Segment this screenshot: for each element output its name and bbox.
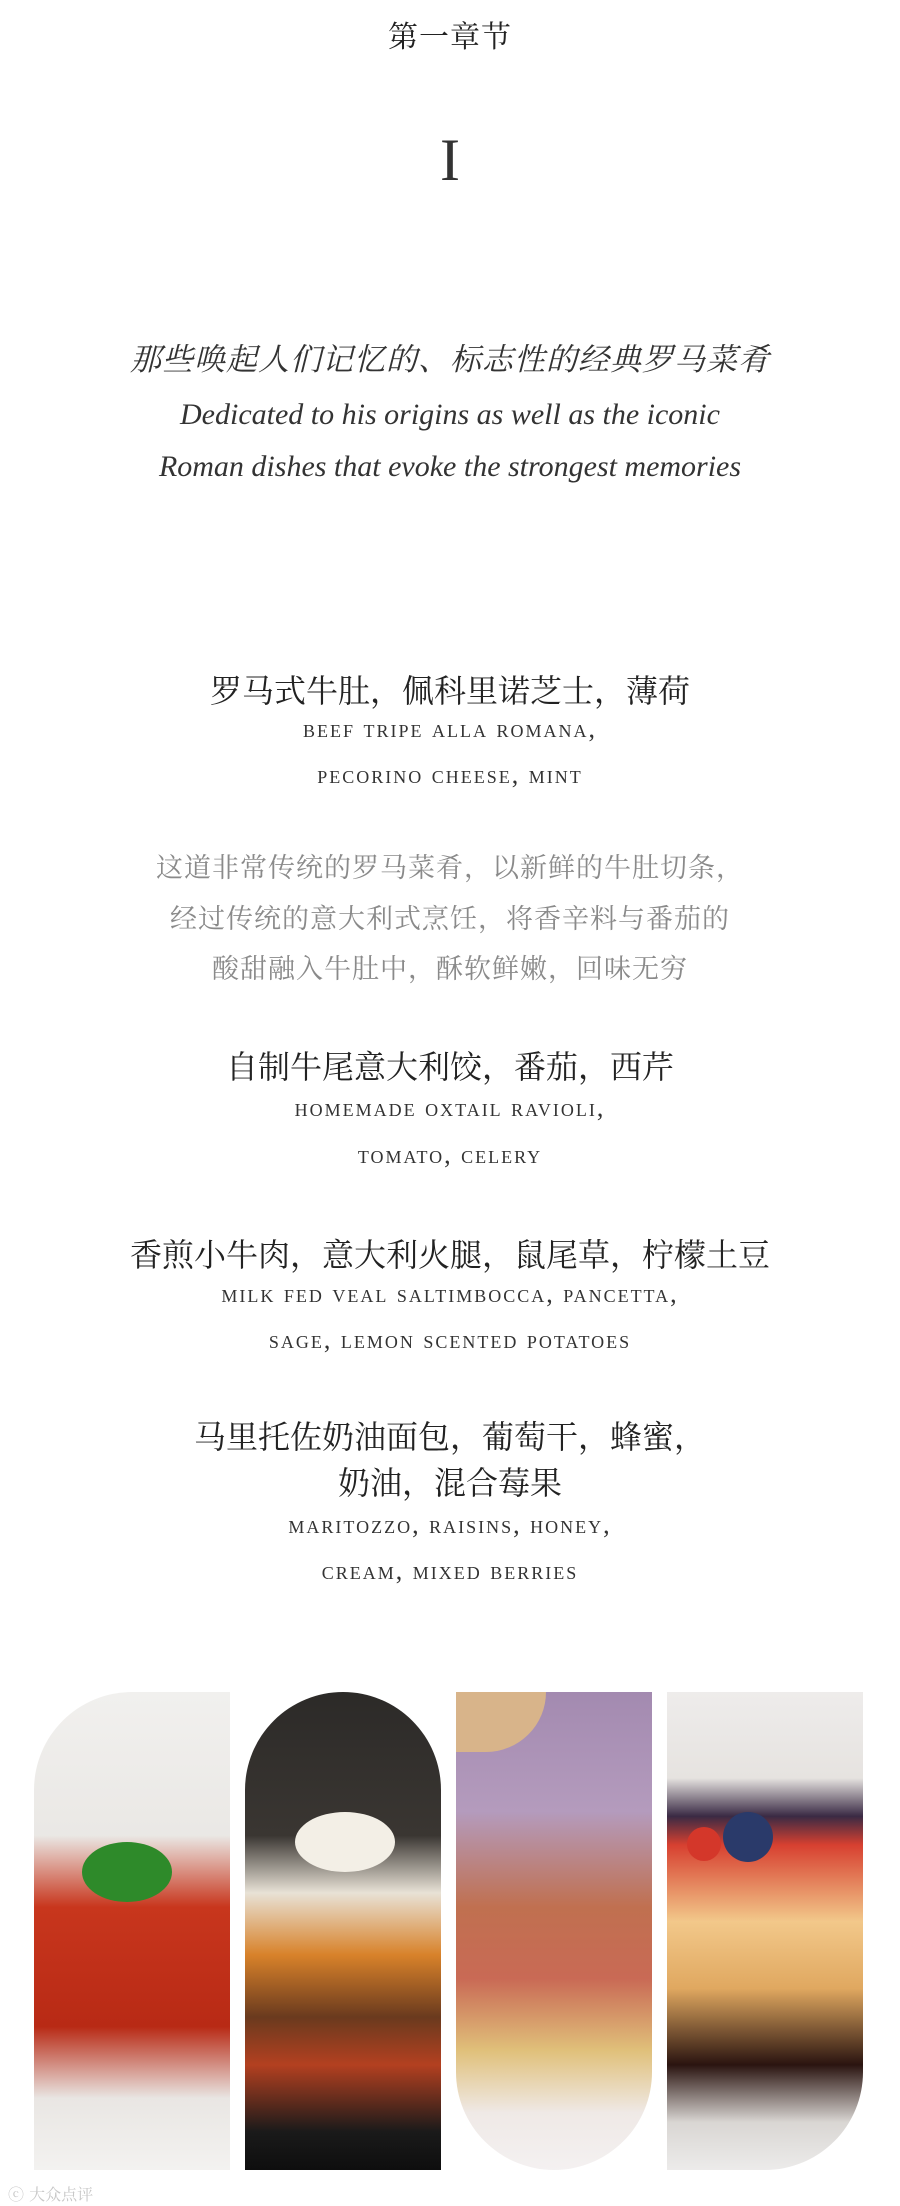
beef-tripe-photo bbox=[34, 1692, 230, 2170]
dish-1-desc-line3: 酸甜融入牛肚中，酥软鲜嫩，回味无穷 bbox=[212, 954, 688, 985]
dish-1-en-line1: beef tripe alla romana, bbox=[302, 714, 597, 743]
maritozzo-photo bbox=[667, 1692, 863, 2170]
dish-4-cn-line2: 奶油，混合莓果 bbox=[337, 1464, 562, 1502]
intro-cn: 那些唤起人们记忆的、标志性的经典罗马菜肴 bbox=[130, 342, 770, 378]
dish-3-en-line1: milk fed veal saltimbocca, pancetta, bbox=[221, 1279, 679, 1308]
veal-saltimbocca-photo bbox=[456, 1692, 652, 2170]
dish-2-en-line2: tomato, celery bbox=[357, 1140, 543, 1169]
dish-1-cn: 罗马式牛肚，佩科里诺芝士，薄荷 bbox=[209, 672, 690, 710]
intro-en-line1: Dedicated to his origins as well as the iconic bbox=[180, 398, 720, 431]
dish-4-cn-line1: 马里托佐奶油面包，葡萄干，蜂蜜， bbox=[193, 1418, 706, 1456]
watermark-icon: ⓒ bbox=[8, 2185, 25, 2204]
dish-4-en-line2: cream, mixed berries bbox=[321, 1556, 579, 1585]
watermark-text: 大众点评 bbox=[29, 2185, 94, 2204]
dish-2-cn: 自制牛尾意大利饺，番茄，西芹 bbox=[225, 1048, 674, 1086]
dish-1-en-line2: pecorino cheese, mint bbox=[317, 760, 583, 789]
dish-2-en-line1: homemade oxtail ravioli, bbox=[294, 1093, 606, 1122]
watermark-logo bbox=[8, 2182, 93, 2205]
dish-3-cn: 香煎小牛肉，意大利火腿，鼠尾草，柠檬土豆 bbox=[129, 1236, 770, 1274]
dish-1-desc-line2: 经过传统的意大利式烹饪，将香辛料与番茄的 bbox=[170, 904, 730, 935]
dish-3-en-line2: sage, lemon scented potatoes bbox=[268, 1325, 632, 1354]
chapter-heading: 第一章节 bbox=[388, 20, 512, 55]
dish-1-desc-line1: 这道非常传统的罗马菜肴，以新鲜的牛肚切条， bbox=[156, 853, 744, 884]
intro-en-line2: Roman dishes that evoke the strongest memories bbox=[158, 450, 742, 483]
chapter-numeral: I bbox=[440, 127, 460, 193]
dish-4-en-line1: maritozzo, raisins, honey, bbox=[288, 1510, 612, 1539]
oxtail-ravioli-photo bbox=[245, 1692, 441, 2170]
